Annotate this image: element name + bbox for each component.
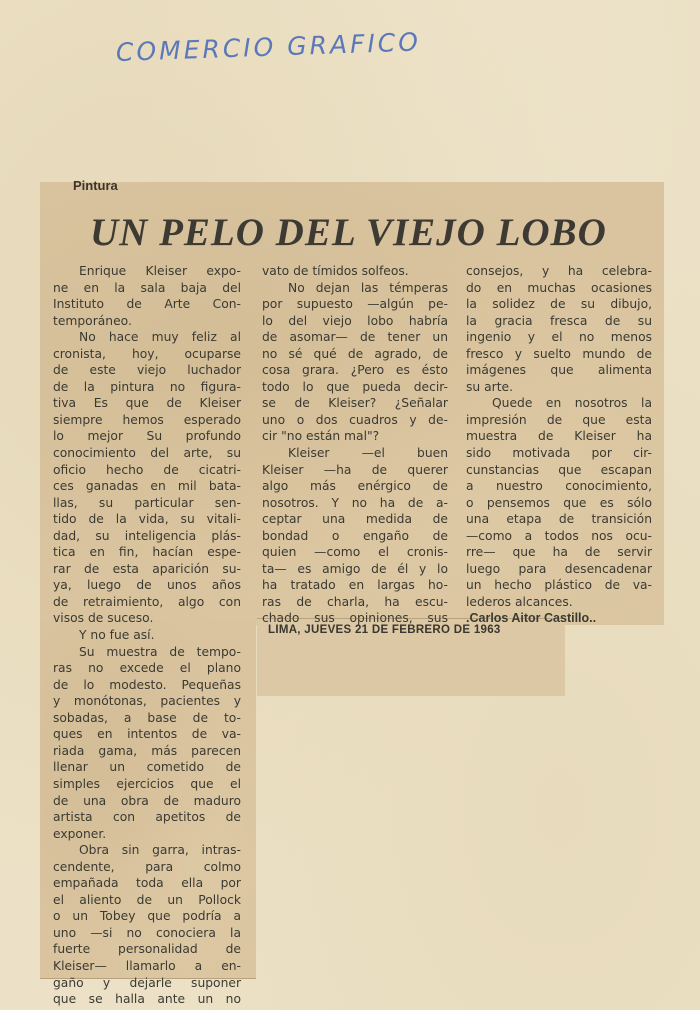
article-line: ces ganadas en mil bata- bbox=[53, 479, 241, 494]
article-line: No hace muy feliz al bbox=[79, 330, 241, 345]
article-line: rar de esta aparición su- bbox=[53, 561, 241, 576]
article-line: a nuestro conocimiento, bbox=[466, 479, 652, 494]
headline: UN PELO DEL VIEJO LOBO bbox=[90, 211, 607, 254]
article-column-2 bbox=[262, 263, 448, 627]
article-line: el aliento de un Pollock bbox=[53, 892, 241, 907]
article-line: de retraimiento, algo con bbox=[53, 594, 241, 609]
article-line: quien —como el cronis- bbox=[262, 545, 448, 560]
article-line: o pensemos que es sólo bbox=[466, 495, 652, 510]
article-line: visos de suceso. bbox=[53, 611, 154, 626]
article-line: cir "no están mal"? bbox=[262, 429, 380, 444]
article-line: empañada toda ella por bbox=[53, 876, 241, 891]
article-line: nosotros. Y no ha de a- bbox=[262, 495, 448, 510]
article-line: su arte. bbox=[466, 379, 513, 394]
dateline: LIMA, JUEVES 21 DE FEBRERO DE 1963 bbox=[268, 624, 501, 636]
article-line: cronista, hoy, ocuparse bbox=[53, 346, 241, 361]
article-line: Quede en nosotros la bbox=[492, 396, 652, 411]
article-line: conocimiento del arte, su bbox=[53, 446, 241, 461]
article-line: llenar un cometido de bbox=[53, 760, 241, 775]
article-line: simples ejercicios que el bbox=[53, 776, 241, 791]
article-line: fresco y suelto mundo de bbox=[466, 346, 652, 361]
article-line: de la pintura no figura- bbox=[53, 379, 241, 394]
article-line: algo más enérgico de bbox=[262, 479, 448, 494]
article-line: do en muchas ocasiones bbox=[466, 280, 652, 295]
article-line: cosa grara. ¿Pero es ésto bbox=[262, 363, 448, 378]
article-column-1 bbox=[53, 263, 241, 1008]
article-line: uno —si no conociera la bbox=[53, 925, 241, 940]
article-line: Kleiser —el buen bbox=[288, 446, 448, 461]
article-line: ya, luego de unos años bbox=[53, 578, 241, 593]
article-line: ras de charla, ha escu- bbox=[262, 594, 448, 609]
article-line: la gracia fresca de su bbox=[466, 313, 652, 328]
article-line: No dejan las témperas bbox=[288, 280, 448, 295]
article-line: de lo modesto. Pequeñas bbox=[53, 677, 241, 692]
article-line: sobadas, a base de to- bbox=[53, 710, 241, 725]
article-line: ne en la sala baja del bbox=[53, 280, 241, 295]
article-line: sido motivada por cir- bbox=[466, 446, 652, 461]
author-signature: .Carlos Aitor Castillo.. bbox=[466, 611, 597, 626]
article-line: luego para desencadenar bbox=[466, 561, 652, 576]
article-column-3 bbox=[466, 263, 652, 627]
article-line: ceptar una medida de bbox=[262, 512, 448, 527]
article-line: tiva Es que de Kleiser bbox=[53, 396, 241, 411]
article-line: temporáneo. bbox=[53, 313, 132, 328]
article-line: un hecho plástico de va- bbox=[466, 578, 652, 593]
article-line: oficio hecho de cicatri- bbox=[53, 462, 241, 477]
article-line: tido de la vida, su vitali- bbox=[53, 512, 241, 527]
article-line: ha tratado en largas ho- bbox=[262, 578, 448, 593]
article-line: lo mejor Su profundo bbox=[53, 429, 241, 444]
section-label: Pintura bbox=[73, 178, 118, 193]
article-line: o un Tobey que podría a bbox=[53, 909, 241, 924]
article-line: no sé qué de agrado, de bbox=[262, 346, 448, 361]
article-line: gaño y dejarle suponer bbox=[53, 975, 241, 990]
article-line: Su muestra de tempo- bbox=[79, 644, 241, 659]
article-line: riada gama, más parecen bbox=[53, 743, 241, 758]
article-line: —como a todos nos ocu- bbox=[466, 528, 652, 543]
article-line: de una obra de maduro bbox=[53, 793, 241, 808]
article-line: llas, su particular sen- bbox=[53, 495, 241, 510]
article-line: se de Kleiser? ¿Señalar bbox=[262, 396, 448, 411]
handwritten-annotation: COMERCIO GRAFICO bbox=[115, 27, 422, 67]
article-line: que se halla ante un no bbox=[53, 992, 241, 1007]
article-line: tica en fin, hacían espe- bbox=[53, 545, 241, 560]
article-line: cunstancias que escapan bbox=[466, 462, 652, 477]
article-line: cendente, para colmo bbox=[53, 859, 241, 874]
article-line: rre— que ha de servir bbox=[466, 545, 652, 560]
article-line: artista con apetitos de bbox=[53, 810, 241, 825]
article-line: ras no excede el plano bbox=[53, 661, 241, 676]
article-line: Instituto de Arte Con- bbox=[53, 297, 241, 312]
article-line: lederos alcances. bbox=[466, 594, 573, 609]
article-line: impresión de que esta bbox=[466, 412, 652, 427]
article-line: Kleiser— llamarlo a en- bbox=[53, 958, 241, 973]
article-line: y monótonas, pacientes y bbox=[53, 694, 241, 709]
article-line: ques en intentos de va- bbox=[53, 727, 241, 742]
article-line: Obra sin garra, intras- bbox=[79, 843, 241, 858]
article-line: ingenio y el no menos bbox=[466, 330, 652, 345]
article-line: ta— es amigo de él y lo bbox=[262, 561, 448, 576]
article-line: Kleiser —ha de querer bbox=[262, 462, 448, 477]
article-line: una etapa de transición bbox=[466, 512, 652, 527]
article-line: consejos, y ha celebra- bbox=[466, 264, 652, 278]
article-line: todo lo que pueda decir- bbox=[262, 379, 448, 394]
article-line: por supuesto —algún pe- bbox=[262, 297, 448, 312]
article-line: dad, su inteligencia plás- bbox=[53, 528, 241, 543]
article-line: uno o dos cuadros y de- bbox=[262, 412, 448, 427]
article-line: Y no fue así. bbox=[79, 628, 155, 643]
article-line: bondad o engaño de bbox=[262, 528, 448, 543]
article-line: lo del viejo lobo habría bbox=[262, 313, 448, 328]
article-line: vato de tímidos solfeos. bbox=[262, 264, 409, 278]
article-line: chado sus opiniones, sus bbox=[262, 611, 448, 626]
article-line: siempre hemos esperado bbox=[53, 412, 241, 427]
article-line: de este viejo luchador bbox=[53, 363, 241, 378]
article-line: imágenes que alimenta bbox=[466, 363, 652, 378]
article-line: exponer. bbox=[53, 826, 107, 841]
article-line: muestra de Kleiser ha bbox=[466, 429, 652, 444]
article-line: de asomar— de tener un bbox=[262, 330, 448, 345]
article-line: Enrique Kleiser expo- bbox=[79, 264, 241, 278]
article-line: la solidez de su dibujo, bbox=[466, 297, 652, 312]
article-line: fuerte personalidad de bbox=[53, 942, 241, 957]
